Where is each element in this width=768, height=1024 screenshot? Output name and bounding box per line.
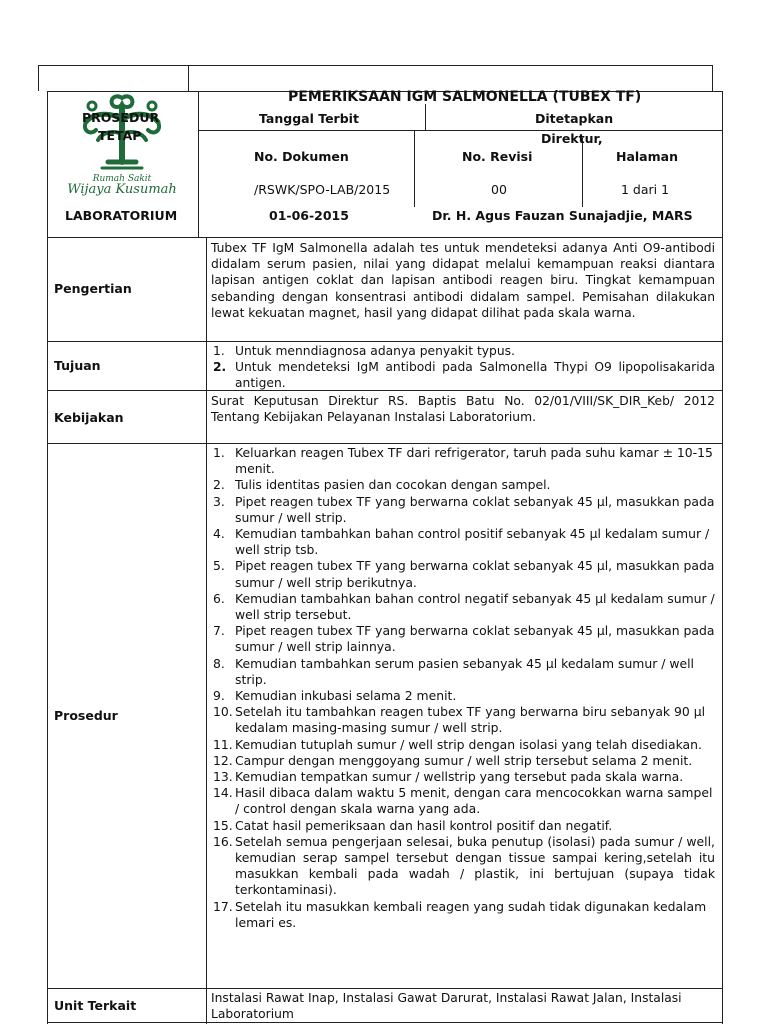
list-item [211, 753, 715, 769]
doc-type-line2: TETAP [98, 128, 142, 143]
list-item [211, 737, 715, 753]
tanggal-terbit-value: 01-06-2015 [269, 208, 349, 223]
list-text: Pipet reagen tubex TF yang berwarna coklat sebanyak 45 µl, masukkan pada sumur / well strip lainnya. [235, 623, 715, 655]
content-label-divider [206, 237, 207, 1024]
list-number: 12. [213, 752, 233, 768]
no-revisi-value: 00 [491, 182, 507, 197]
kebijakan-label: Kebijakan [54, 410, 124, 425]
prosedur-list [211, 445, 715, 931]
tujuan-label: Tujuan [54, 358, 101, 373]
header-left-border [47, 91, 48, 237]
header-bottom-border [47, 237, 723, 238]
header-logo-divider [198, 91, 199, 237]
row-divider-4 [47, 988, 723, 989]
list-number: 5. [213, 558, 225, 574]
tanggal-terbit-label: Tanggal Terbit [259, 111, 359, 126]
list-text: Untuk menndiagnosa adanya penyakit typus. [235, 344, 515, 358]
list-number: 4. [213, 526, 225, 542]
list-text: Kemudian inkubasi selama 2 menit. [235, 688, 457, 704]
list-number: 7. [213, 623, 225, 639]
frame-top-line [38, 65, 712, 66]
list-text: Kemudian tutuplah sumur / well strip dengan isolasi yang telah disediakan. [235, 736, 702, 752]
list-number: 8. [213, 655, 225, 671]
list-item [211, 477, 715, 493]
list-number: 16. [213, 833, 233, 849]
halaman-label: Halaman [616, 149, 678, 164]
document-title: PEMERIKSAAN IGM SALMONELLA (TUBEX TF) [288, 89, 642, 105]
pengertian-label: Pengertian [54, 281, 132, 296]
header-mid-divider-upper [425, 104, 426, 130]
list-item [211, 494, 715, 526]
list-text: Kemudian tambahkan bahan control positif sebanyak 45 µl kedalam sumur / well strip tsb. [235, 526, 710, 558]
list-text: Pipet reagen tubex TF yang berwarna coklat sebanyak 45 µl, masukkan pada sumur / well strip berikutnya. [235, 558, 715, 590]
list-text: Campur dengan menggoyang sumur / well strip tersebut selama 2 menit. [235, 752, 693, 768]
kebijakan-text: Surat Keputusan Direktur RS. Baptis Batu No. 02/01/VIII/SK_DIR_Keb/ 2012 Tentang Kebijakan Pelayanan Instalasi Laboratorium. [211, 394, 715, 425]
pengertian-text: Tubex TF IgM Salmonella adalah tes untuk mendeteksi adanya Anti O9-antibodi didalam serum pasien, nilai yang didapat melalui kemampuan reaksi diantara lapisan antigen coklat dan lapisan antibodi reagen biru. Tingkat kemampuan sebanding dengan konsentrasi antibodi didalam sampel. Pemisahan dilakukan lewat kekuatan magnet, hasil yang didapat dilihat pada skala warna. [211, 241, 715, 320]
list-text: Hasil dibaca dalam waktu 5 menit, dengan cara mencocokkan warna sampel / control dengan skala warna yang ada. [235, 785, 713, 817]
list-text: Untuk mendeteksi IgM antibodi pada Salmonella Thypi O9 lipopolisakarida antigen. [235, 360, 715, 391]
list-text: Catat hasil pemeriksaan dan hasil kontrol positif dan negatif. [235, 817, 613, 833]
list-text: Kemudian tempatkan sumur / wellstrip yang tersebut pada skala warna. [235, 769, 684, 785]
logo-text-line2: Wijaya Kusumah [67, 182, 177, 197]
direktur-label: Direktur, [541, 131, 603, 146]
hospital-logo [67, 90, 177, 200]
unit-terkait-label: Unit Terkait [54, 998, 137, 1013]
content-right-border [722, 237, 723, 1024]
prosedur-label: Prosedur [54, 708, 118, 723]
list-item [211, 834, 715, 899]
list-text: Kemudian tambahkan bahan control negatif sebanyak 45 µl kedalam sumur / well strip tersebut. [235, 590, 715, 623]
list-item [211, 769, 715, 785]
list-number: 17. [213, 898, 233, 914]
list-number: 2. [213, 360, 227, 375]
no-dokumen-label: No. Dokumen [254, 149, 349, 164]
header-revisi-divider [582, 138, 583, 207]
list-number: 1. [213, 344, 225, 358]
list-text: Setelah semua pengerjaan selesai, buka penutup (isolasi) pada sumur / well, kemudian serap sampel tersebut dengan tissue sampai kering,setelah itu masukkan kembali pada wadah / plastik, ini bertujuan (supaya tidak terkontaminasi). [235, 833, 715, 898]
list-number: 9. [213, 688, 225, 704]
unit-terkait-text: Instalasi Rawat Inap, Instalasi Gawat Darurat, Instalasi Rawat Jalan, Instalasi Laboratorium [211, 991, 682, 1022]
no-revisi-label: No. Revisi [462, 149, 533, 164]
list-text: Setelah itu masukkan kembali reagen yang sudah tidak digunakan kedalam lemari es. [235, 898, 707, 930]
list-number: 10. [213, 704, 233, 720]
list-item [211, 656, 715, 688]
header-row-divider [198, 130, 722, 131]
department-label: LABORATORIUM [65, 208, 178, 223]
list-item [211, 704, 715, 736]
list-number: 2. [213, 477, 225, 493]
no-dokumen-value: /RSWK/SPO-LAB/2015 [254, 182, 391, 197]
list-item [211, 359, 715, 391]
list-text: Pipet reagen tubex TF yang berwarna coklat sebanyak 45 µl, masukkan pada sumur / well strip. [235, 493, 715, 525]
list-number: 13. [213, 769, 233, 785]
list-number: 11. [213, 736, 233, 752]
list-item [211, 445, 715, 477]
direktur-name: Dr. H. Agus Fauzan Sunajadjie, MARS [432, 208, 693, 223]
list-number: 6. [213, 590, 225, 606]
list-item [211, 526, 715, 558]
list-text: Tulis identitas pasien dan cocokan dengan sampel. [235, 477, 551, 493]
list-number: 15. [213, 817, 233, 833]
frame-mid-line [188, 65, 189, 91]
row-divider-3 [47, 443, 723, 444]
row-divider-1 [47, 341, 723, 342]
list-number: 14. [213, 785, 233, 801]
list-item [211, 623, 715, 655]
frame-right-line [712, 65, 713, 91]
list-text: Keluarkan reagen Tubex TF dari refrigerator, taruh pada suhu kamar ± 10-15 menit. [235, 445, 713, 477]
doc-type-line1: PROSEDUR [82, 110, 160, 125]
list-item [211, 688, 715, 704]
frame-left-line [38, 65, 39, 91]
list-number: 1. [213, 445, 225, 460]
content-left-border [47, 237, 48, 1024]
tujuan-list [211, 343, 715, 392]
list-item [211, 899, 715, 931]
list-item [211, 343, 715, 359]
ditetapkan-label: Ditetapkan [535, 111, 614, 126]
list-item [211, 818, 715, 834]
header-mid-divider-lower [414, 130, 415, 207]
header-right-border [722, 91, 723, 237]
list-item [211, 591, 715, 623]
logo-text-line1: Rumah Sakit [92, 174, 152, 184]
list-number: 3. [213, 493, 225, 509]
list-item [211, 785, 715, 817]
list-item [211, 558, 715, 590]
list-text: Setelah itu tambahkan reagen tubex TF yang berwarna biru sebanyak 90 µl kedalam masing-masing sumur / well strip. [235, 704, 706, 736]
halaman-value: 1 dari 1 [621, 182, 670, 197]
list-text: Kemudian tambahkan serum pasien sebanyak 45 µl kedalam sumur / well strip. [235, 655, 695, 687]
